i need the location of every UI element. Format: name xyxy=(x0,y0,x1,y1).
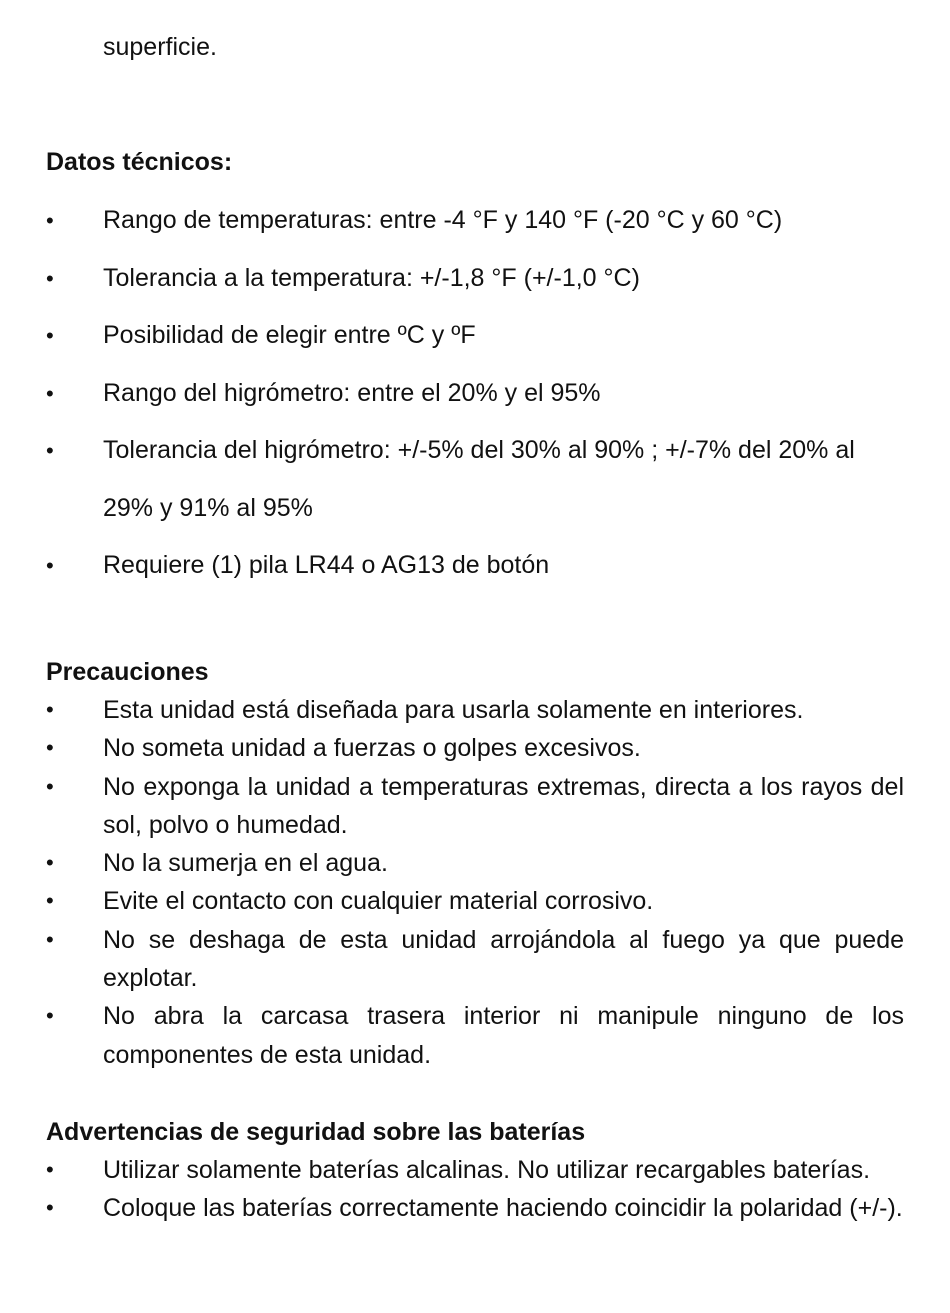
list-item: • No abra la carcasa trasera interior ni manipule ninguno de los componentes de esta unidad. xyxy=(46,997,904,1074)
advertencias-heading: Advertencias de seguridad sobre las baterías xyxy=(46,1118,586,1146)
list-item: • No la sumerja en el agua. xyxy=(46,844,904,882)
bullet-icon: • xyxy=(46,1157,54,1182)
list-item: • Tolerancia a la temperatura: +/-1,8 °F (+/-1,0 °C) xyxy=(46,250,904,308)
bullet-icon: • xyxy=(46,208,54,233)
list-item: • Rango de temperaturas: entre -4 °F y 140 °F (-20 °C y 60 °C) xyxy=(46,192,904,250)
bullet-icon: • xyxy=(46,1003,54,1029)
list-item: • No exponga la unidad a temperaturas extremas, directa a los rayos del sol, polvo o humedad. xyxy=(46,768,904,845)
bullet-icon: • xyxy=(46,773,54,799)
bullet-icon: • xyxy=(46,323,54,348)
datos-tecnicos-heading: Datos técnicos: xyxy=(46,148,233,176)
list-item: • Evite el contacto con cualquier material corrosivo. xyxy=(46,882,904,920)
bullet-icon: • xyxy=(46,888,54,914)
list-item: • Rango del higrómetro: entre el 20% y el 95% xyxy=(46,365,904,423)
bullet-icon: • xyxy=(46,926,54,952)
bullet-icon: • xyxy=(46,697,54,722)
datos-tecnicos-list xyxy=(46,192,904,595)
list-item: • Utilizar solamente baterías alcalinas. No utilizar recargables baterías. xyxy=(46,1151,904,1189)
advertencias-list xyxy=(46,1151,904,1228)
bullet-icon: • xyxy=(46,265,54,291)
bullet-icon: • xyxy=(46,1195,54,1221)
list-item: • Requiere (1) pila LR44 o AG13 de botón xyxy=(46,537,904,595)
list-item: • Tolerancia del higrómetro: +/-5% del 30% al 90% ; +/-7% del 20% al 29% y 91% al 95% xyxy=(46,422,904,537)
bullet-icon: • xyxy=(46,850,54,876)
precauciones-list xyxy=(46,691,904,1074)
bullet-icon: • xyxy=(46,553,54,578)
list-item: • Esta unidad está diseñada para usarla solamente en interiores. xyxy=(46,691,904,729)
bullet-icon: • xyxy=(46,735,54,761)
list-item: • No se deshaga de esta unidad arrojándola al fuego ya que puede explotar. xyxy=(46,921,904,998)
precauciones-heading: Precauciones xyxy=(46,658,209,686)
bullet-icon: • xyxy=(46,438,54,463)
list-item: • No someta unidad a fuerzas o golpes excesivos. xyxy=(46,729,904,767)
list-item: • Posibilidad de elegir entre ºC y ºF xyxy=(46,307,904,365)
list-item: • Coloque las baterías correctamente haciendo coincidir la polaridad (+/-). xyxy=(46,1189,904,1227)
bullet-icon: • xyxy=(46,380,54,406)
continuation-text: superficie. xyxy=(103,33,217,61)
